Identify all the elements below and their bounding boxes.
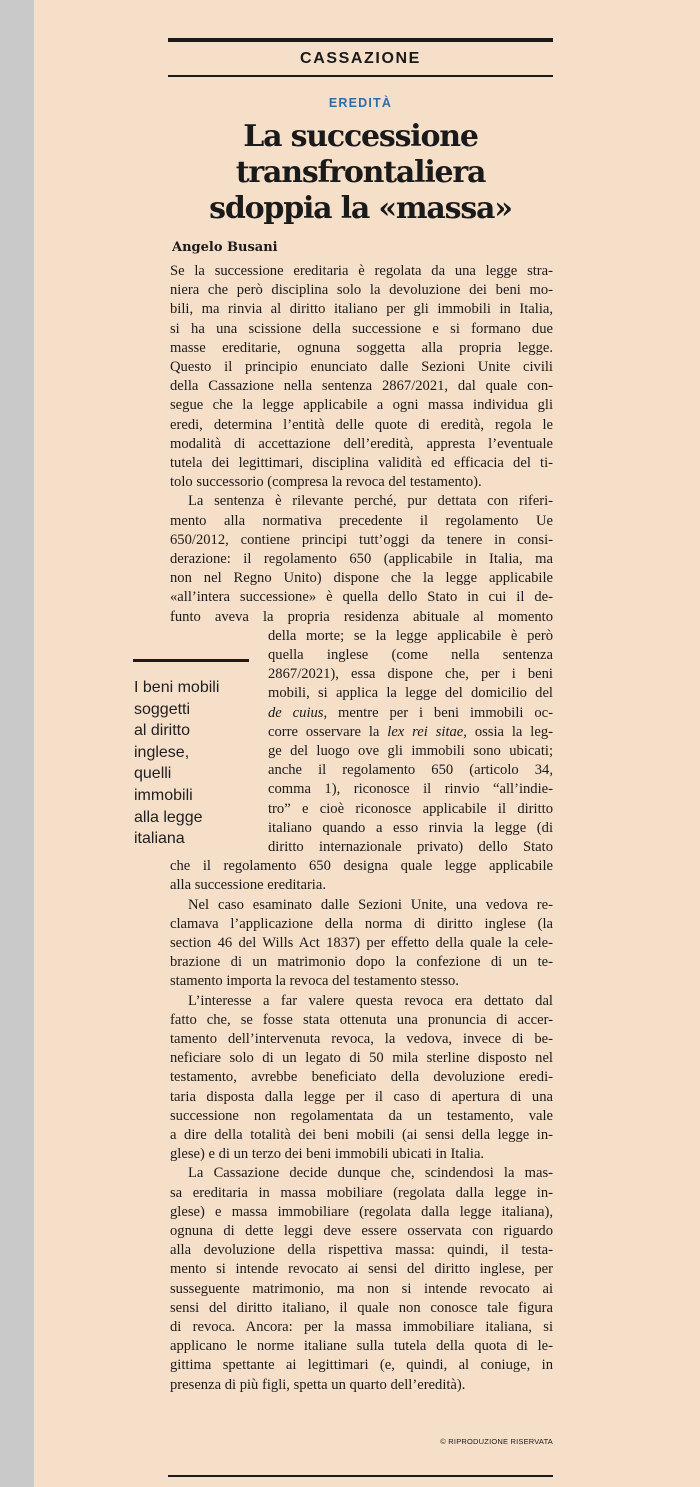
body-line: clamava l’applicazione della norma di diritto inglese (la <box>170 915 553 932</box>
page-margin-strip <box>0 0 34 1487</box>
pull-quote-line: al diritto <box>134 722 191 740</box>
pull-quote-line: I beni mobili <box>134 679 220 696</box>
body-line: fatto che, se fosse stata ottenuta una pronuncia di accer- <box>170 1011 553 1028</box>
body-line: La Cassazione decide dunque che, scindendosi la mas- <box>188 1165 553 1182</box>
body-line: modalità di accettazione dell’eredità, appresta l’eventuale <box>170 435 553 452</box>
body-line: tutela dei legittimari, disciplina validità ed efficacia del ti- <box>170 455 553 471</box>
body-line: comma 1), riconosce il rinvio “all’indie- <box>268 781 553 798</box>
body-line: derazione: il regolamento 650 (applicabile in Italia, ma <box>170 551 553 567</box>
body-line: successione non regolamentata da un testamento, vale <box>170 1107 553 1124</box>
body-line: testamento, avrebbe beneficiato della devoluzione eredi- <box>170 1069 553 1086</box>
pull-quote-line: alla legge <box>134 808 203 826</box>
body-line: tolo successorio (compresa la revoca del testamento). <box>170 474 482 491</box>
body-line: 2867/2021), essa dispone che, per i beni <box>268 666 553 683</box>
body-line: eredi, determina l’entità delle quote di eredità, regola le <box>170 416 553 433</box>
body-line: italiano quando a esso rinvia la legge (di <box>268 819 553 836</box>
body-line: gittima spettante ai legittimari (e, quindi, al coniuge, in <box>170 1357 553 1374</box>
body-line: La sentenza è rilevante perché, pur dettata con riferi- <box>188 493 553 510</box>
body-line: L’interesse a far valere questa revoca era dettato dal <box>188 992 553 1009</box>
pull-quote-line: quelli <box>134 765 172 783</box>
body-line: tro” e cioè riconosce applicabile il diritto <box>268 800 553 817</box>
body-line: alla successione ereditaria. <box>170 877 326 894</box>
body-line: che il regolamento 650 designa quale legge applicabile <box>170 858 553 875</box>
pull-quote-rule <box>133 659 249 662</box>
body-line: della Cassazione nella sentenza 2867/2021, dal quale con- <box>170 378 553 395</box>
pull-quote-line: italiana <box>134 830 185 848</box>
article-kicker: EREDITÀ <box>328 96 393 110</box>
body-line: ge del luogo ove gli immobili sono ubicati; <box>268 743 553 759</box>
body-line: a dire della totalità dei beni mobili (ai sensi della legge in- <box>170 1127 553 1143</box>
body-line: mento alla normativa precedente il regolamento Ue <box>170 512 553 529</box>
body-line: neficiare solo di un legato di 50 mila sterline disposto nel <box>170 1050 553 1067</box>
headline-line: sdoppia la «massa» <box>209 191 512 226</box>
body-line: taria disposta dalla legge per il caso di apertura di una <box>170 1088 553 1105</box>
body-line: quella inglese (come nella sentenza <box>268 647 553 663</box>
body-line: de cuius, mentre per i beni immobili oc- <box>268 704 553 721</box>
body-line: bili, ma rinvia al diritto italiano per gli immobili in Italia, <box>170 301 553 318</box>
body-line: Se la successione ereditaria è regolata da una legge stra- <box>170 263 553 279</box>
section-top-rule <box>168 38 553 42</box>
body-line: «all’intera successione» è quella dello Stato in cui il de- <box>170 589 553 606</box>
headline-line: transfrontaliera <box>235 155 486 190</box>
body-line: della morte; se la legge applicabile è però <box>268 627 553 644</box>
body-line: masse ereditarie, ognuna soggetta alla propria legge. <box>170 339 553 356</box>
body-line: niera che però disciplina solo la devoluzione dei beni mo- <box>170 282 553 299</box>
body-line: Questo il principio enunciato dalle Sezioni Unite civili <box>170 359 553 375</box>
body-line: ognuna di dette leggi deve essere osservata con riguardo <box>170 1223 553 1239</box>
headline-line: La successione <box>243 119 478 154</box>
body-line: corre osservare la lex rei sitae, ossia la leg- <box>268 723 553 740</box>
body-line: diritto internazionale privato) dello Stato <box>268 839 553 855</box>
pull-quote-line: soggetti <box>134 700 191 718</box>
article-bottom-rule <box>168 1475 553 1477</box>
body-line: mento si intende revocato ai sensi del diritto inglese, per <box>170 1261 553 1278</box>
body-line: applicano le norme italiane sulla tutela della quota di le- <box>170 1338 553 1355</box>
body-line: sa ereditaria in massa mobiliare (regolata dalla legge in- <box>170 1184 553 1201</box>
body-line: mobili, si applica la legge del domicilio del <box>268 685 553 702</box>
section-header: CASSAZIONE <box>300 50 421 67</box>
body-line: presenza di più figli, spetta un quarto dell’eredità). <box>170 1376 466 1393</box>
body-line: stamento importa la revoca del testamento stesso. <box>170 973 459 990</box>
body-line: tamento dell’intervenuta revoca, la vedova, invece di be- <box>170 1031 553 1047</box>
body-line: brazione di un matrimonio dopo la confezione di un te- <box>170 954 553 971</box>
body-line: di revoca. Ancora: per la massa immobiliare italiana, si <box>170 1319 553 1335</box>
author-byline: Angelo Busani <box>172 240 278 255</box>
body-line: glese) e massa immobiliare (regolata dalla legge italiana), <box>170 1203 553 1220</box>
body-line: si ha una scissione della successione e si formano due <box>170 320 553 337</box>
body-line: alla devoluzione della rispettiva massa: quindi, il testa- <box>170 1242 553 1259</box>
body-line: segue che la legge applicabile a ogni massa individua gli <box>170 397 553 414</box>
body-line: anche il regolamento 650 (articolo 34, <box>268 762 553 779</box>
copyright-notice: © RIPRODUZIONE RISERVATA <box>440 1437 553 1446</box>
body-line: Nel caso esaminato dalle Sezioni Unite, una vedova re- <box>188 896 553 913</box>
pull-quote-line: immobili <box>134 786 193 804</box>
body-line: susseguente matrimonio, ma non si intende revocato ai <box>170 1280 553 1297</box>
article-headline <box>168 119 553 227</box>
body-line: section 46 del Wills Act 1837) per effetto della quale la cele- <box>170 935 553 951</box>
pull-quote <box>134 677 246 850</box>
body-line: 650/2012, contiene principi tutt’oggi da tenere in consi- <box>170 531 553 548</box>
body-line: non nel Regno Unito) dispone che la legge applicabile <box>170 570 553 587</box>
body-line: glese) e di un terzo dei beni immobili ubicati in Italia. <box>170 1146 485 1163</box>
body-line: sensi del diritto italiano, il quale non conosce tale figura <box>170 1299 553 1316</box>
pull-quote-line: inglese, <box>134 743 190 761</box>
section-bottom-rule <box>168 75 553 77</box>
body-line: funto aveva la propria residenza abituale al momento <box>170 608 553 625</box>
